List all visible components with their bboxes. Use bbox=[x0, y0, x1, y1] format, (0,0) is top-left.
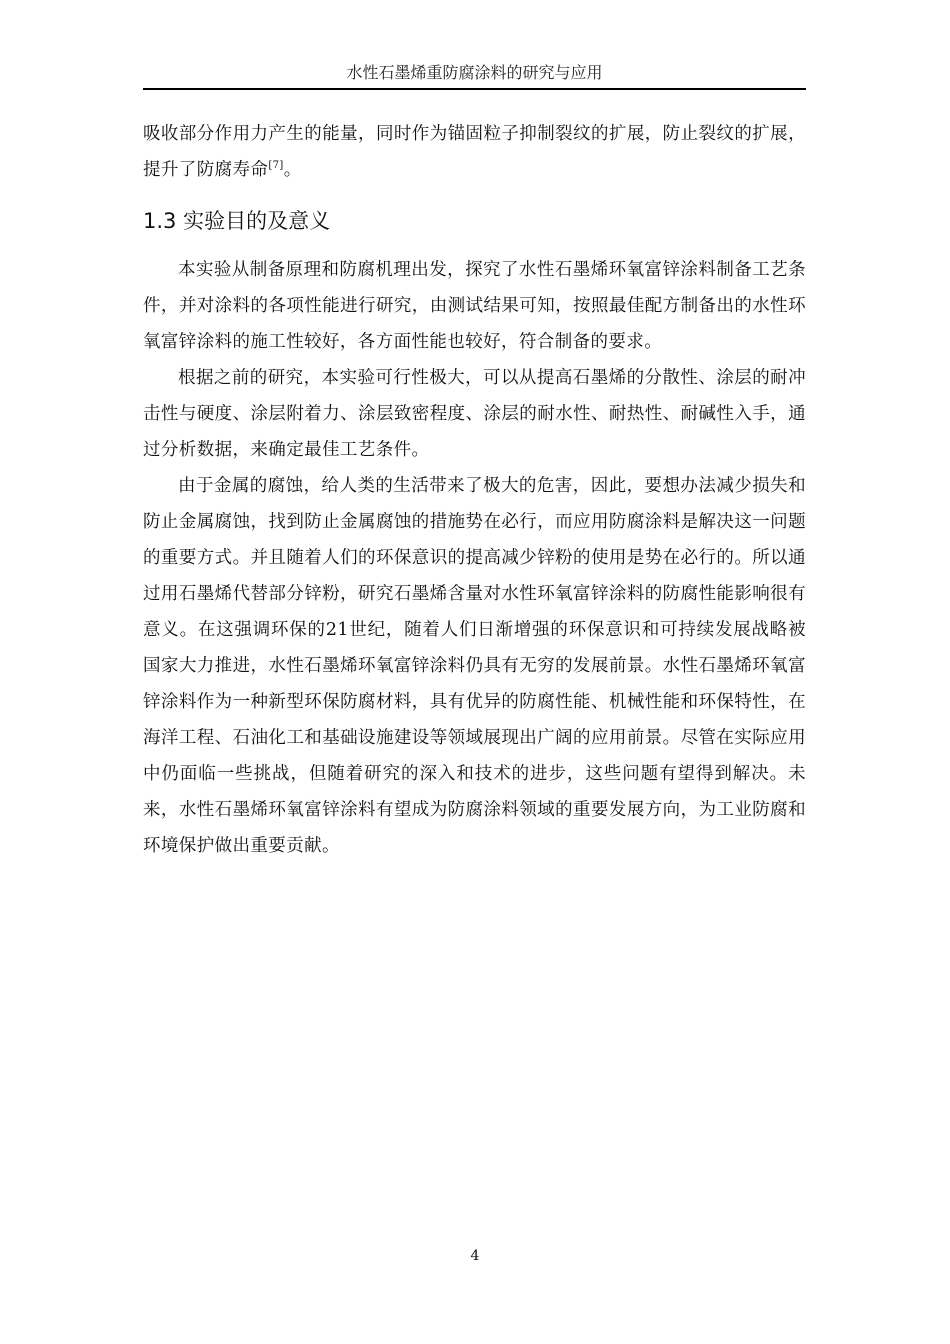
running-header: 水性石墨烯重防腐涂料的研究与应用 bbox=[346, 63, 603, 82]
section-paragraph-2: 根据之前的研究，本实验可行性极大，可以从提高石墨烯的分散性、涂层的耐冲击性与硬度、涂层附着力、涂层致密程度、涂层的耐水性、耐热性、耐碱性入手，通过分析数据，来确定最佳工艺条件。 bbox=[143, 368, 806, 460]
intro-text: 吸收部分作用力产生的能量，同时作为锚固粒子抑制裂纹的扩展，防止裂纹的扩展，提升了防腐寿命 bbox=[143, 124, 806, 180]
header-divider bbox=[143, 88, 806, 90]
section-paragraph-3: 由于金属的腐蚀，给人类的生活带来了极大的危害，因此，要想办法减少损失和防止金属腐蚀，找到防止金属腐蚀的措施势在必行，而应用防腐涂料是解决这一问题的重要方式。并且随着人们的环保意识的提高减少锌粉的使用是势在必行的。所以通过用石墨烯代替部分锌粉，研究石墨烯含量对水性环氧富锌涂料的防腐性能影响很有意义。在这强调环保的21世纪，随着人们日渐增强的环保意识和可持续发展战略被国家大力推进，水性石墨烯环氧富锌涂料仍具有无穷的发展前景。水性石墨烯环氧富锌涂料作为一种新型环保防腐材料，具有优异的防腐性能、机械性能和环保特性，在海洋工程、石油化工和基础设施建设等领域展现出广阔的应用前景。尽管在实际应用中仍面临一些挑战，但随着研究的深入和技术的进步，这些问题有望得到解决。未来，水性石墨烯环氧富锌涂料有望成为防腐涂料领域的重要发展方向，为工业防腐和环境保护做出重要贡献。 bbox=[143, 476, 806, 856]
section-paragraph-1: 本实验从制备原理和防腐机理出发，探究了水性石墨烯环氧富锌涂料制备工艺条件，并对涂料的各项性能进行研究，由测试结果可知，按照最佳配方制备出的水性环氧富锌涂料的施工性较好，各方面性能也较好，符合制备的要求。 bbox=[143, 260, 806, 352]
page-number: 4 bbox=[470, 1248, 480, 1264]
intro-paragraph bbox=[143, 116, 806, 188]
section-heading: 1.3 实验目的及意义 bbox=[143, 209, 331, 233]
page-content bbox=[143, 116, 806, 864]
intro-end-punctuation: 。 bbox=[283, 160, 302, 180]
citation-reference[interactable]: [7] bbox=[268, 160, 284, 172]
